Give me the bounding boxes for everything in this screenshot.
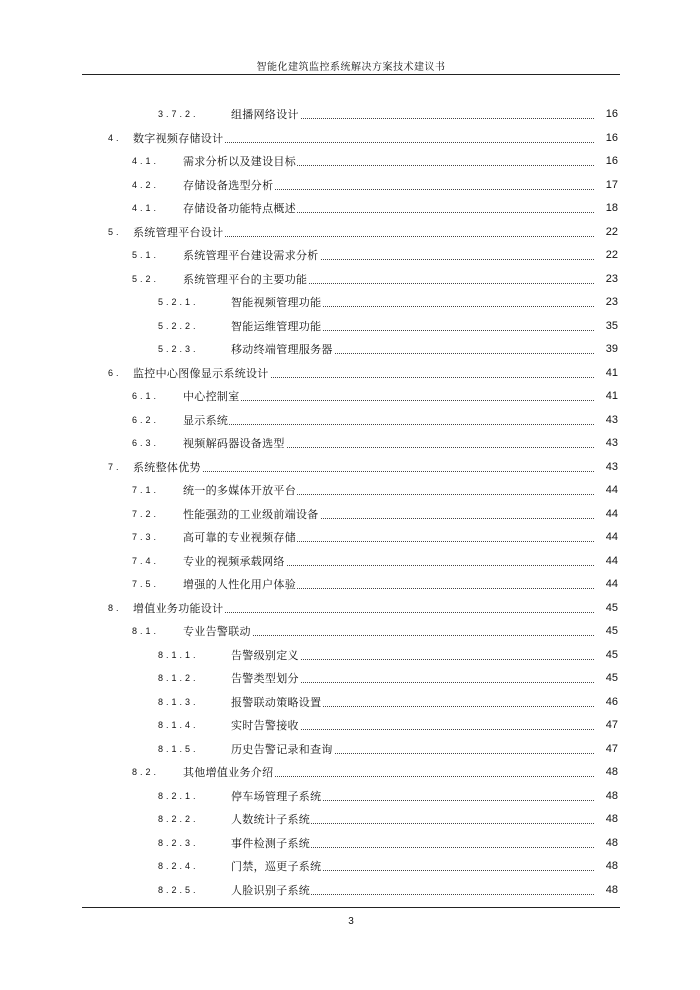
toc-entry[interactable] (0, 291, 700, 315)
toc-entry-title: 实时告警接收 (231, 714, 300, 738)
toc-entry-number: 5.1. (132, 250, 160, 260)
toc-entry[interactable] (0, 879, 700, 903)
toc-entry-number: 8. (108, 602, 122, 613)
toc-entry-number: 4.1. (132, 203, 160, 213)
toc-entry-number: 4. (108, 132, 122, 143)
toc-entry-number: 7. (108, 461, 122, 472)
toc-entry[interactable] (0, 785, 700, 809)
toc-entry-page: 45 (594, 620, 618, 644)
toc-entry-page: 48 (594, 855, 618, 879)
toc-entry-title: 系统管理平台的主要功能 (183, 268, 308, 292)
toc-entry[interactable] (0, 644, 700, 668)
toc-entry-title: 智能运维管理功能 (231, 315, 322, 339)
toc-entry-page: 35 (594, 315, 618, 339)
toc-entry-title: 系统管理平台设计 (133, 221, 224, 245)
toc-entry[interactable] (0, 855, 700, 879)
toc-entry-number: 4.2. (132, 179, 160, 190)
toc-entry-title: 高可靠的专业视频存储 (183, 526, 297, 550)
toc-entry-page: 44 (594, 526, 618, 550)
toc-entry[interactable] (0, 620, 700, 644)
toc-entry-title: 增值业务功能设计 (133, 597, 224, 621)
toc-entry-title: 专业告警联动 (183, 620, 252, 644)
toc-entry-page: 16 (594, 127, 618, 151)
toc-entry-page: 43 (594, 409, 618, 433)
toc-entry[interactable] (0, 268, 700, 292)
toc-entry-title: 显示系统 (183, 409, 229, 433)
toc-entry-page: 44 (594, 550, 618, 574)
toc-entry-page: 45 (594, 667, 618, 691)
toc-entry-number: 8.2.2. (158, 814, 199, 824)
toc-entry-title: 性能强劲的工业级前端设备 (183, 503, 320, 527)
toc-entry-number: 8.2. (132, 767, 160, 777)
page-header-title: 智能化建筑监控系统解决方案技术建议书 (256, 62, 446, 73)
toc-entry-number: 7.3. (132, 532, 160, 542)
toc-entry-page: 23 (594, 268, 618, 292)
toc-entry-page: 48 (594, 761, 618, 785)
toc-entry-title: 数字视频存储设计 (133, 127, 224, 151)
toc-entry[interactable] (0, 244, 700, 268)
toc-entry-number: 5.2. (132, 273, 160, 284)
toc-entry-title: 视频解码器设备选型 (183, 432, 286, 456)
toc-entry-title: 存储设备选型分析 (183, 174, 274, 198)
page-number: 3 (348, 916, 354, 927)
toc-entry-page: 48 (594, 785, 618, 809)
toc-entry-title: 门禁，巡更子系统 (231, 855, 322, 879)
toc-entry[interactable] (0, 573, 700, 597)
toc-entry[interactable] (0, 338, 700, 362)
toc-entry-title: 统一的多媒体开放平台 (183, 479, 297, 503)
toc-entry-number: 8.2.1. (158, 790, 199, 801)
toc-entry[interactable] (0, 197, 700, 221)
toc-entry-number: 7.2. (132, 508, 160, 519)
toc-entry[interactable] (0, 479, 700, 503)
toc-entry-number: 7.5. (132, 579, 160, 589)
toc-entry-page: 17 (594, 174, 618, 198)
toc-entry[interactable] (0, 691, 700, 715)
toc-entry-number: 8.1.3. (158, 696, 199, 707)
toc-entry[interactable] (0, 808, 700, 832)
toc-entry-title: 监控中心图像显示系统设计 (133, 362, 270, 386)
toc-entry-title: 专业的视频承载网络 (183, 550, 286, 574)
toc-entry[interactable] (0, 315, 700, 339)
toc-entry[interactable] (0, 432, 700, 456)
toc-entry-number: 5.2.2. (158, 320, 199, 331)
toc-entry-number: 8.2.4. (158, 861, 199, 871)
toc-entry-number: 5.2.3. (158, 344, 199, 354)
toc-entry-page: 47 (594, 738, 618, 762)
toc-entry-title: 中心控制室 (183, 385, 241, 409)
toc-entry-page: 22 (594, 244, 618, 268)
toc-entry-number: 6.2. (132, 414, 160, 425)
toc-entry-page: 22 (594, 221, 618, 245)
toc-entry-title: 告警类型划分 (231, 667, 300, 691)
toc-entry-number: 8.1.1. (158, 649, 199, 660)
toc-entry-page: 41 (594, 362, 618, 386)
toc-entry[interactable] (0, 667, 700, 691)
toc-entry-page: 48 (594, 879, 618, 903)
toc-entry-number: 8.1.4. (158, 720, 199, 730)
toc-entry[interactable] (0, 714, 700, 738)
toc-entry-number: 8.1. (132, 626, 160, 636)
toc-dot-leader (184, 424, 616, 425)
toc-entry[interactable] (0, 597, 700, 621)
toc-entry-title: 其他增值业务介绍 (183, 761, 274, 785)
toc-entry-page: 18 (594, 197, 618, 221)
toc-entry[interactable] (0, 550, 700, 574)
toc-dot-leader (134, 471, 616, 472)
toc-entry-page: 44 (594, 573, 618, 597)
toc-entry-page: 46 (594, 691, 618, 715)
toc-entry-page: 39 (594, 338, 618, 362)
toc-entry-number: 8.2.3. (158, 837, 199, 848)
toc-entry-number: 5. (108, 226, 122, 237)
toc-entry-page: 23 (594, 291, 618, 315)
toc-entry-title: 人数统计子系统 (231, 808, 311, 832)
toc-entry-page: 41 (594, 385, 618, 409)
toc-entry-title: 系统整体优势 (133, 456, 202, 480)
toc-entry-page: 44 (594, 479, 618, 503)
header-divider (82, 74, 620, 75)
toc-entry[interactable] (0, 127, 700, 151)
toc-entry[interactable] (0, 221, 700, 245)
toc-entry-page: 45 (594, 644, 618, 668)
toc-entry-title: 需求分析以及建设目标 (183, 150, 297, 174)
toc-entry-title: 人脸识别子系统 (231, 879, 311, 903)
toc-entry[interactable] (0, 738, 700, 762)
toc-entry-number: 6.3. (132, 438, 160, 448)
table-of-contents (0, 103, 700, 902)
toc-entry-page: 16 (594, 150, 618, 174)
toc-entry-page: 45 (594, 597, 618, 621)
toc-entry-page: 44 (594, 503, 618, 527)
toc-entry[interactable] (0, 761, 700, 785)
toc-entry-title: 智能视频管理功能 (231, 291, 322, 315)
toc-dot-leader (184, 400, 616, 401)
toc-entry-number: 8.1.5. (158, 743, 199, 754)
toc-entry-title: 存储设备功能特点概述 (183, 197, 297, 221)
toc-entry[interactable] (0, 832, 700, 856)
toc-entry-number: 8.1.2. (158, 673, 199, 683)
toc-entry[interactable] (0, 503, 700, 527)
toc-entry-number: 7.4. (132, 555, 160, 566)
toc-entry-title: 增强的人性化用户体验 (183, 573, 297, 597)
toc-entry-number: 3.7.2. (158, 109, 199, 119)
toc-entry-page: 48 (594, 808, 618, 832)
footer-divider (82, 907, 620, 908)
toc-entry[interactable] (0, 409, 700, 433)
toc-entry[interactable] (0, 385, 700, 409)
toc-entry-number: 8.2.5. (158, 884, 199, 895)
toc-entry-title: 报警联动策略设置 (231, 691, 322, 715)
toc-entry-number: 7.1. (132, 485, 160, 495)
toc-entry-number: 4.1. (132, 156, 160, 166)
toc-entry[interactable] (0, 526, 700, 550)
toc-entry-page: 16 (594, 103, 618, 127)
toc-entry[interactable] (0, 103, 700, 127)
toc-entry[interactable] (0, 150, 700, 174)
toc-entry-page: 48 (594, 832, 618, 856)
toc-entry-title: 事件检测子系统 (231, 832, 311, 856)
toc-entry[interactable] (0, 456, 700, 480)
toc-entry-page: 43 (594, 432, 618, 456)
toc-entry-title: 历史告警记录和查询 (231, 738, 334, 762)
toc-entry-title: 停车场管理子系统 (231, 785, 322, 809)
toc-entry-page: 47 (594, 714, 618, 738)
toc-entry-number: 6. (108, 367, 122, 378)
toc-entry[interactable] (0, 174, 700, 198)
toc-entry-title: 告警级别定义 (231, 644, 300, 668)
toc-entry-page: 43 (594, 456, 618, 480)
toc-entry-number: 5.2.1. (158, 297, 199, 307)
toc-entry-title: 组播网络设计 (231, 103, 300, 127)
toc-entry-number: 6.1. (132, 391, 160, 401)
toc-entry[interactable] (0, 362, 700, 386)
toc-entry-title: 系统管理平台建设需求分析 (183, 244, 320, 268)
toc-entry-title: 移动终端管理服务器 (231, 338, 334, 362)
